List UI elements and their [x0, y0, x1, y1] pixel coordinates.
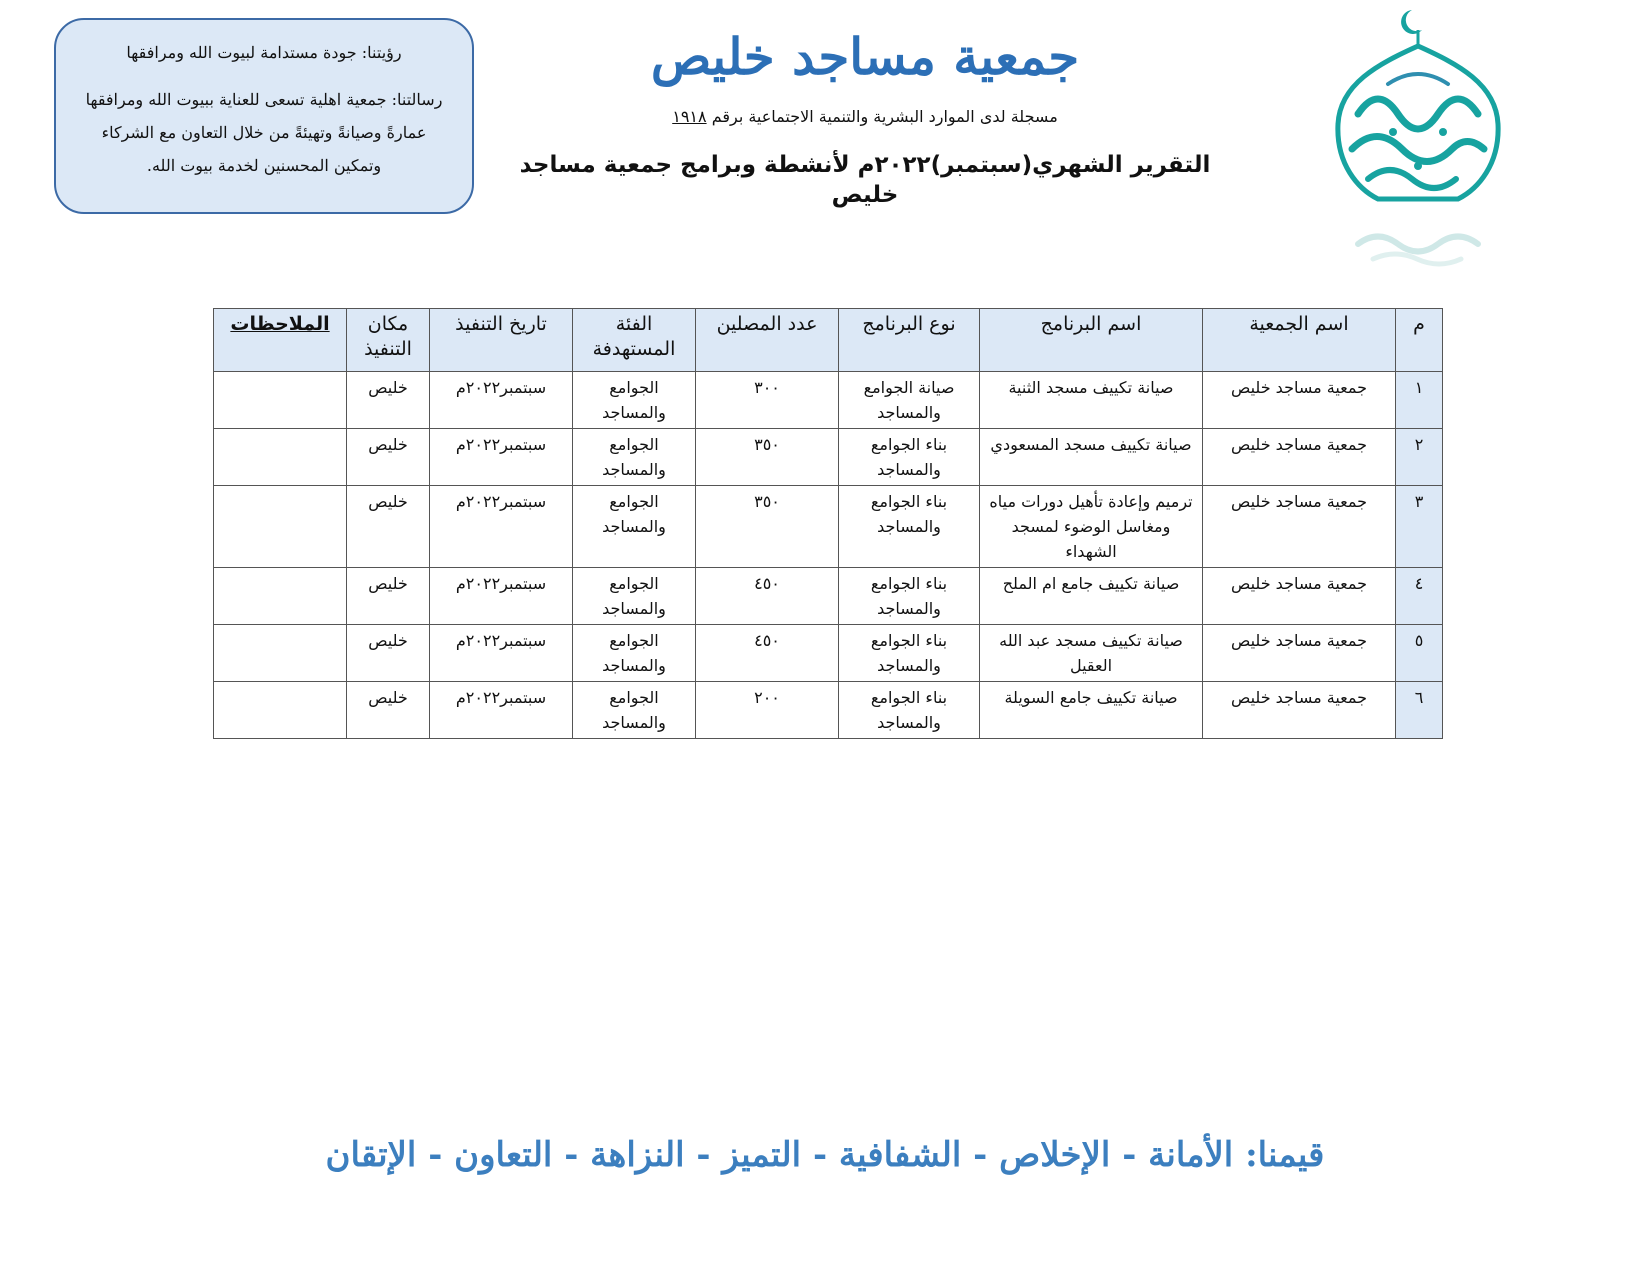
cell-program: صيانة تكييف جامع السويلة — [980, 682, 1203, 739]
header-index: م — [1396, 309, 1443, 372]
vision-text: رؤيتنا: جودة مستدامة لبيوت الله ومرافقها — [126, 43, 402, 62]
cell-place: خليص — [347, 372, 430, 429]
table-row — [214, 372, 1443, 429]
header-association: اسم الجمعية — [1203, 309, 1396, 372]
cell-program: ترميم وإعادة تأهيل دورات مياه ومغاسل الوضوء لمسجد الشهداء — [980, 486, 1203, 568]
cell-date: سبتمبر٢٠٢٢م — [430, 568, 573, 625]
cell-worshippers: ٢٠٠ — [696, 682, 839, 739]
cell-index: ٢ — [1396, 429, 1443, 486]
cell-place: خليص — [347, 625, 430, 682]
cell-index: ٥ — [1396, 625, 1443, 682]
cell-program: صيانة تكييف مسجد الثنية — [980, 372, 1203, 429]
report-title: التقرير الشهري(سبتمبر)٢٠٢٢م لأنشطة وبرامج جمعية مساجد خليص — [519, 152, 1211, 208]
table-header-row — [214, 309, 1443, 372]
header-date: تاريخ التنفيذ — [430, 309, 573, 372]
header-program: اسم البرنامج — [980, 309, 1203, 372]
table-row — [214, 486, 1443, 568]
cell-type: بناء الجوامع والمساجد — [839, 429, 980, 486]
header-type: نوع البرنامج — [839, 309, 980, 372]
cell-worshippers: ٣٥٠ — [696, 486, 839, 568]
table-row — [214, 568, 1443, 625]
cell-association: جمعية مساجد خليص — [1203, 682, 1396, 739]
cell-type: صيانة الجوامع والمساجد — [839, 372, 980, 429]
cell-target: الجوامع والمساجد — [573, 568, 696, 625]
cell-worshippers: ٤٥٠ — [696, 625, 839, 682]
cell-index: ٦ — [1396, 682, 1443, 739]
header-place: مكان التنفيذ — [347, 309, 430, 372]
cell-type: بناء الجوامع والمساجد — [839, 682, 980, 739]
cell-date: سبتمبر٢٠٢٢م — [430, 429, 573, 486]
cell-target: الجوامع والمساجد — [573, 682, 696, 739]
cell-association: جمعية مساجد خليص — [1203, 372, 1396, 429]
table-row — [214, 625, 1443, 682]
cell-notes — [214, 372, 347, 429]
cell-worshippers: ٤٥٠ — [696, 568, 839, 625]
header-notes-label: الملاحظات — [230, 313, 330, 335]
cell-place: خليص — [347, 429, 430, 486]
cell-program: صيانة تكييف مسجد عبد الله العقيل — [980, 625, 1203, 682]
cell-notes — [214, 486, 347, 568]
registration-number: ١٩١٨ — [672, 107, 707, 126]
cell-notes — [214, 568, 347, 625]
cell-association: جمعية مساجد خليص — [1203, 486, 1396, 568]
cell-index: ٣ — [1396, 486, 1443, 568]
cell-notes — [214, 682, 347, 739]
table-row — [214, 429, 1443, 486]
cell-index: ٤ — [1396, 568, 1443, 625]
cell-type: بناء الجوامع والمساجد — [839, 486, 980, 568]
registration-prefix: مسجلة لدى الموارد البشرية والتنمية الاجتماعية برقم — [711, 107, 1058, 126]
cell-notes — [214, 429, 347, 486]
cell-association: جمعية مساجد خليص — [1203, 625, 1396, 682]
page-header — [500, 22, 1230, 210]
mosque-calligraphy-logo — [1318, 4, 1518, 274]
header-worshippers: عدد المصلين — [696, 309, 839, 372]
org-name: جمعية مساجد خليص — [650, 27, 1080, 86]
cell-target: الجوامع والمساجد — [573, 625, 696, 682]
activities-table — [213, 308, 1443, 739]
cell-place: خليص — [347, 486, 430, 568]
cell-target: الجوامع والمساجد — [573, 429, 696, 486]
cell-association: جمعية مساجد خليص — [1203, 429, 1396, 486]
cell-worshippers: ٣٠٠ — [696, 372, 839, 429]
table-row — [214, 682, 1443, 739]
header-target: الفئة المستهدفة — [573, 309, 696, 372]
cell-target: الجوامع والمساجد — [573, 486, 696, 568]
mission-text: رسالتنا: جمعية اهلية تسعى للعناية ببيوت الله ومرافقها عمارةً وصيانةً وتهيئةً من خلال التعاون مع الشركاء وتمكين المحسنين لخدمة بيوت الله. — [85, 90, 443, 175]
cell-target: الجوامع والمساجد — [573, 372, 696, 429]
cell-date: سبتمبر٢٠٢٢م — [430, 372, 573, 429]
cell-association: جمعية مساجد خليص — [1203, 568, 1396, 625]
cell-date: سبتمبر٢٠٢٢م — [430, 682, 573, 739]
vision-mission-box — [54, 18, 474, 214]
cell-place: خليص — [347, 568, 430, 625]
cell-type: بناء الجوامع والمساجد — [839, 625, 980, 682]
cell-program: صيانة تكييف جامع ام الملح — [980, 568, 1203, 625]
cell-place: خليص — [347, 682, 430, 739]
cell-date: سبتمبر٢٠٢٢م — [430, 625, 573, 682]
registration-line — [500, 106, 1230, 128]
header-notes — [214, 309, 347, 372]
cell-worshippers: ٣٥٠ — [696, 429, 839, 486]
cell-program: صيانة تكييف مسجد المسعودي — [980, 429, 1203, 486]
cell-date: سبتمبر٢٠٢٢م — [430, 486, 573, 568]
values-footer: قيمنا: الأمانة - الإخلاص - الشفافية - التميز - النزاهة - التعاون - الإتقان — [325, 1135, 1325, 1175]
cell-type: بناء الجوامع والمساجد — [839, 568, 980, 625]
cell-notes — [214, 625, 347, 682]
cell-index: ١ — [1396, 372, 1443, 429]
